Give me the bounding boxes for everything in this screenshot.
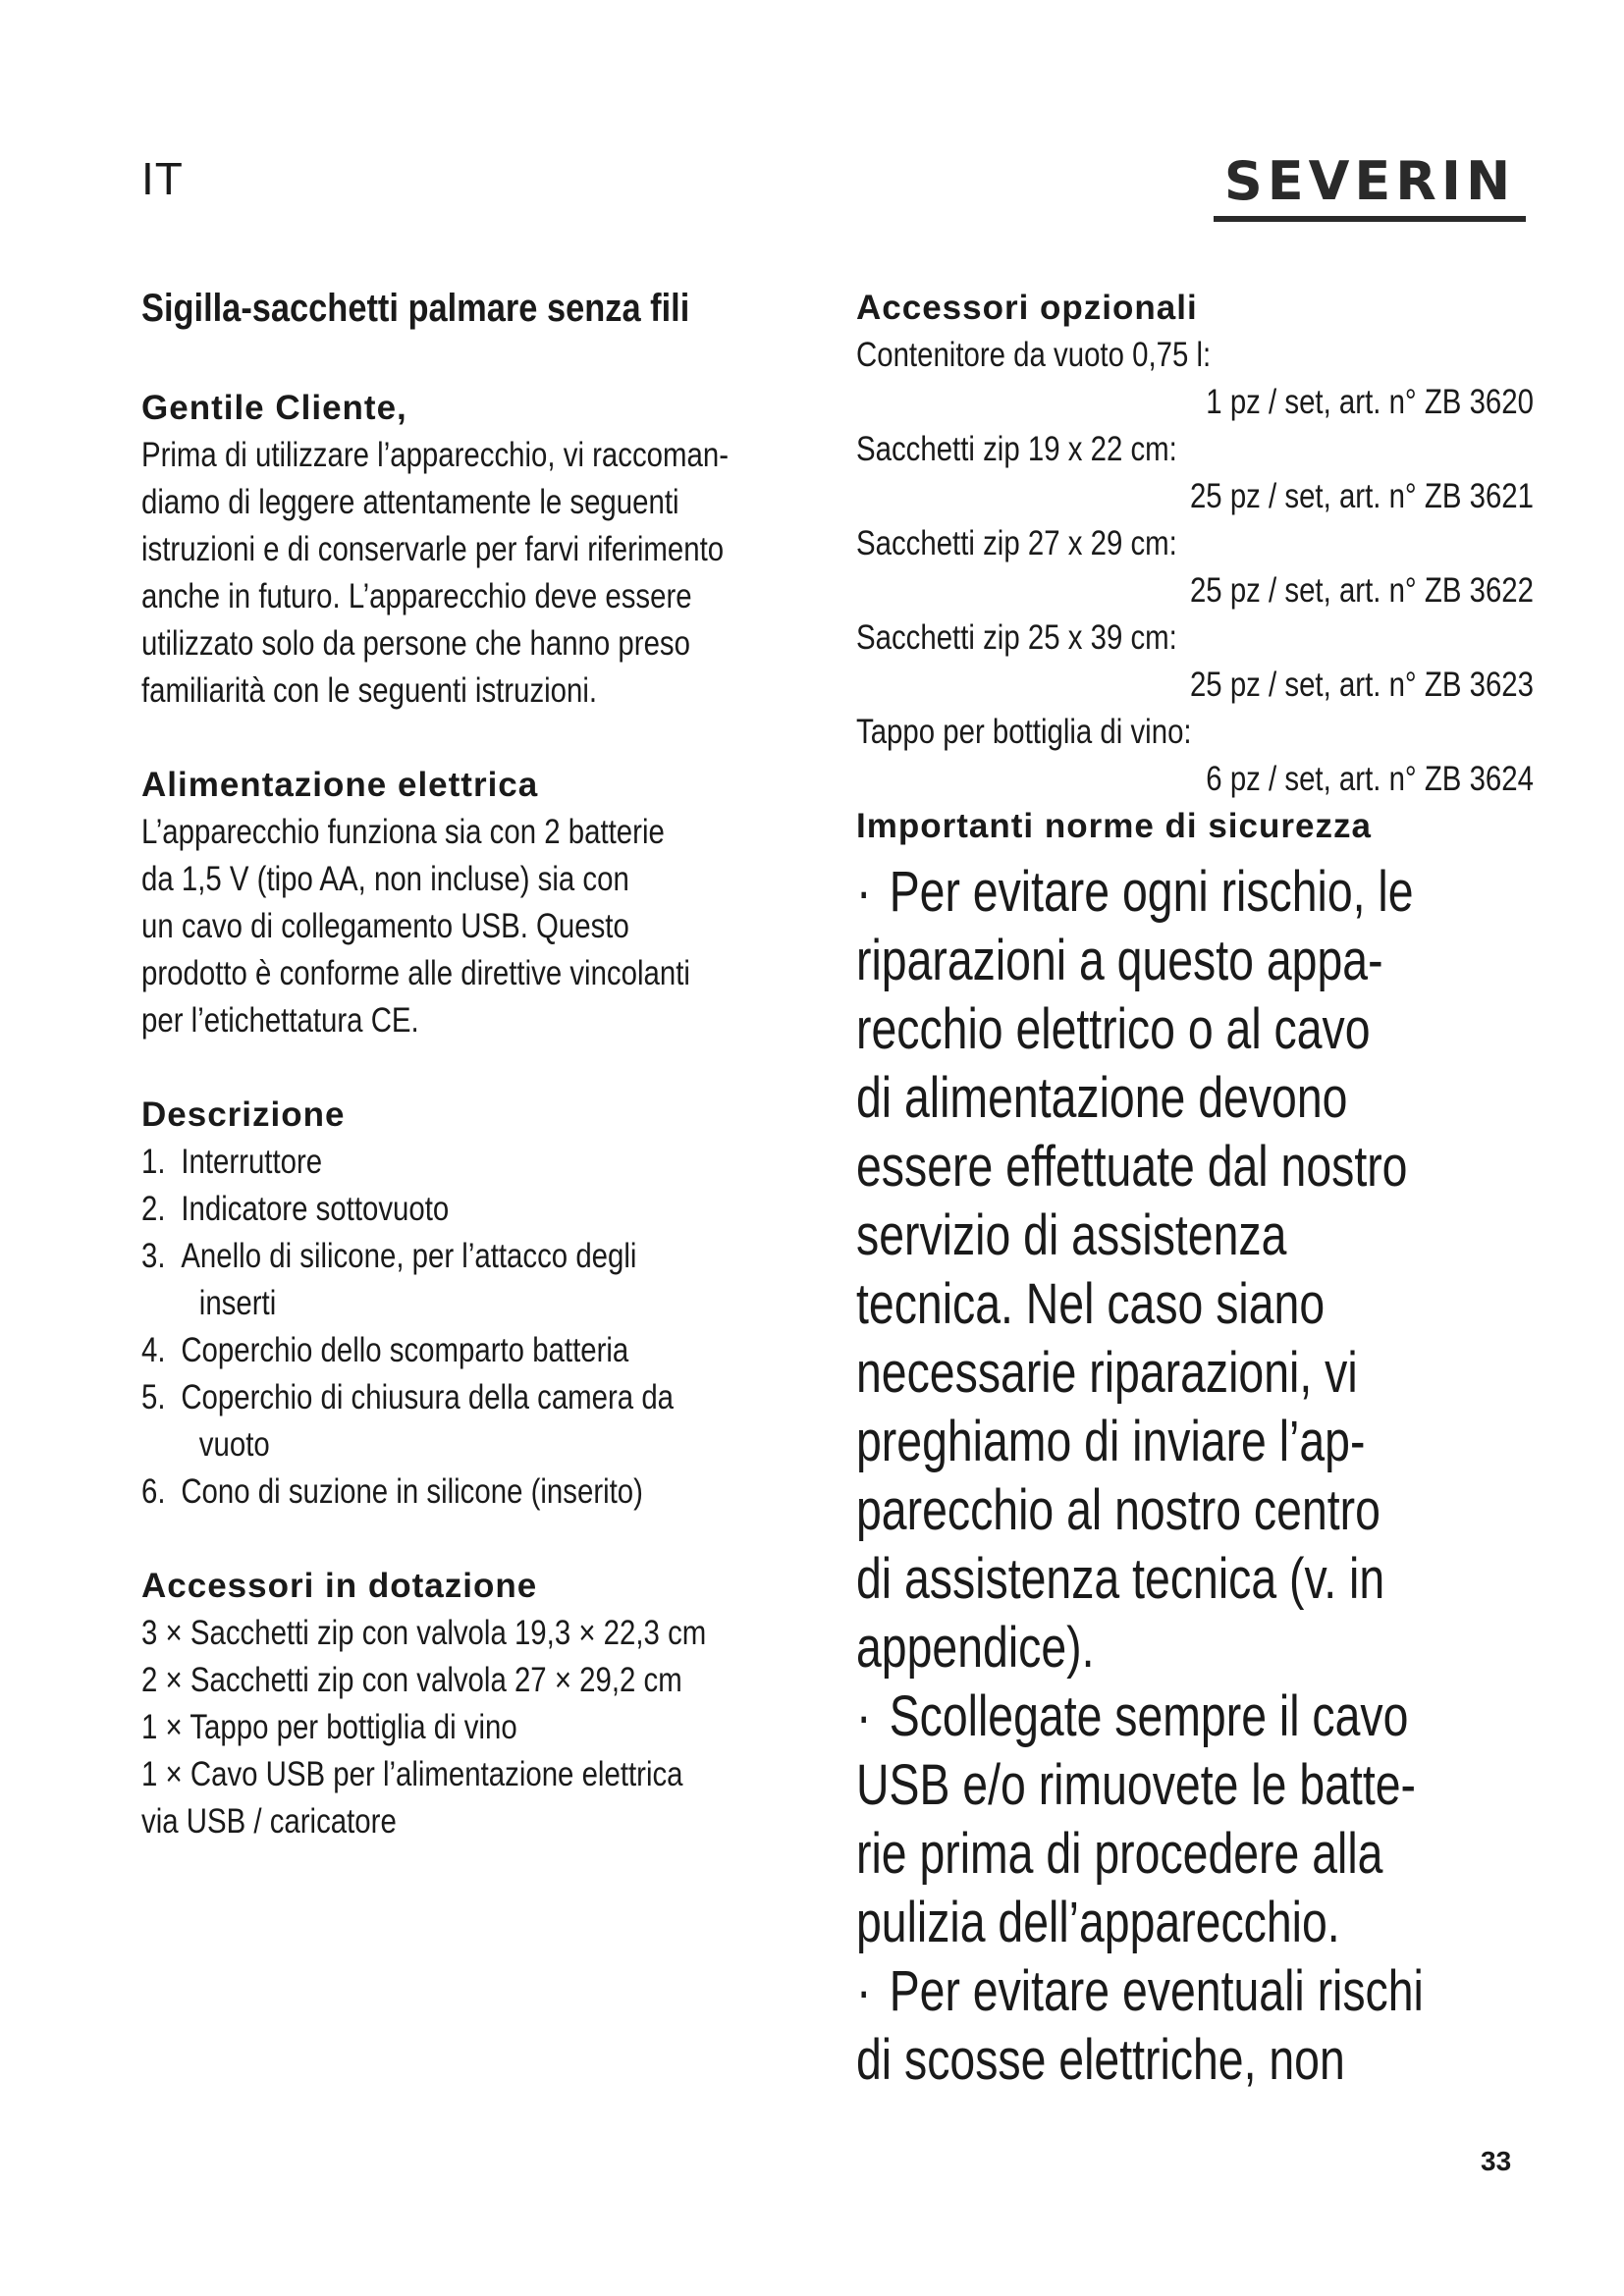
safety-text: preghiamo di inviare l’ap-: [856, 1410, 1366, 1473]
list-text: Coperchio di chiusura della camera da: [181, 1378, 675, 1416]
safety-line: [856, 1133, 1408, 1201]
list-text: Cono di suzione in silicone (inserito): [181, 1472, 643, 1511]
safety-line: [856, 1408, 1398, 1476]
safety-bullets: [856, 858, 1534, 2095]
greeting-heading: Gentile Cliente,: [141, 389, 407, 427]
text-line: L’apparecchio funziona sia con 2 batterie: [141, 813, 665, 851]
accessory-detail: 1 pz / set, art. n° ZB 3620: [1206, 383, 1534, 421]
safety-text: USB e/o rimuovete le batte-: [856, 1753, 1416, 1817]
greeting-text: [141, 432, 809, 715]
accessory-detail: 25 pz / set, art. n° ZB 3621: [1189, 477, 1534, 515]
accessory-name: Sacchetti zip 25 x 39 cm:: [856, 618, 1177, 657]
safety-text: di assistenza tecnica (v. in: [856, 1547, 1385, 1611]
list-number: 3.: [141, 1237, 166, 1275]
safety-text: pulizia dell’apparecchio.: [856, 1891, 1340, 1954]
bullet-marker: ·: [856, 1959, 872, 2023]
list-item: [141, 1327, 702, 1374]
description-section: [141, 1092, 809, 1516]
text-line: da 1,5 V (tipo AA, non incluse) sia con: [141, 860, 629, 898]
text-line: 1 × Cavo USB per l’alimentazione elettrica: [141, 1755, 683, 1793]
safety-line: [856, 1957, 1424, 2026]
list-number: 6.: [141, 1472, 166, 1511]
safety-text: tecnica. Nel caso siano: [856, 1272, 1326, 1336]
safety-line: [856, 1614, 1398, 1682]
accessory-detail: 6 pz / set, art. n° ZB 3624: [1206, 760, 1534, 798]
safety-line: [856, 1545, 1398, 1614]
included-heading: Accessori in dotazione: [141, 1567, 538, 1605]
text-line: utilizzato solo da persone che hanno preso: [141, 624, 690, 663]
included-text: [141, 1610, 809, 1845]
text-line: prodotto è conforme alle direttive vincolanti: [141, 954, 690, 992]
safety-text: di alimentazione devono: [856, 1066, 1348, 1130]
bullet-marker: ·: [856, 1684, 872, 1748]
safety-line: [856, 1201, 1398, 1270]
safety-line: [856, 1889, 1398, 1957]
description-heading: Descrizione: [141, 1095, 346, 1134]
safety-text: servizio di assistenza: [856, 1203, 1287, 1267]
list-item-continuation: inserti: [198, 1284, 277, 1322]
safety-line: [856, 1682, 1409, 1751]
text-line: un cavo di collegamento USB. Questo: [141, 907, 629, 945]
safety-text: riparazioni a questo appa-: [856, 929, 1383, 992]
list-item-continuation: vuoto: [198, 1425, 270, 1464]
safety-line: [856, 1476, 1398, 1545]
bullet-marker: ·: [856, 860, 872, 924]
list-text: Indicatore sottovuoto: [181, 1190, 450, 1228]
list-text: Interruttore: [181, 1143, 323, 1181]
text-line: per l’etichettatura CE.: [141, 1001, 419, 1040]
power-section: [141, 762, 809, 1044]
text-line: diamo di leggere attentamente le seguenti: [141, 483, 679, 521]
text-line: Prima di utilizzare l’apparecchio, vi raccoman-: [141, 436, 730, 474]
language-code: IT: [141, 153, 184, 204]
text-line: familiarità con le seguenti istruzioni.: [141, 671, 598, 710]
safety-text: Scollegate sempre il cavo: [889, 1684, 1409, 1748]
page-title: Sigilla-sacchetti palmare senza fili: [141, 287, 690, 330]
list-item: [141, 1374, 702, 1421]
safety-text: essere effettuate dal nostro: [856, 1135, 1408, 1199]
safety-heading: Importanti norme di sicurezza: [856, 807, 1372, 845]
safety-line: [856, 1820, 1398, 1889]
text-line: 2 × Sacchetti zip con valvola 27 × 29,2 cm: [141, 1661, 682, 1699]
safety-text: appendice).: [856, 1616, 1095, 1680]
greeting-section: [141, 385, 809, 715]
list-text: Anello di silicone, per l’attacco degli: [181, 1237, 637, 1275]
optional-list: [856, 332, 1534, 803]
safety-line: [856, 995, 1398, 1064]
accessory-name: Tappo per bottiglia di vino:: [856, 713, 1192, 751]
accessory-name: Contenitore da vuoto 0,75 l:: [856, 336, 1212, 374]
text-line: 1 × Tappo per bottiglia di vino: [141, 1708, 517, 1746]
text-line: istruzioni e di conservarle per farvi riferimento: [141, 530, 725, 568]
safety-line: [856, 1064, 1398, 1133]
accessory-name: Sacchetti zip 27 x 29 cm:: [856, 524, 1177, 562]
accessory-name: Sacchetti zip 19 x 22 cm:: [856, 430, 1177, 468]
safety-text: recchio elettrico o al cavo: [856, 997, 1371, 1061]
optional-heading: Accessori opzionali: [856, 289, 1198, 327]
text-line: anche in futuro. L’apparecchio deve essere: [141, 577, 692, 615]
included-accessories-section: [141, 1563, 809, 1845]
optional-accessories-section: [856, 285, 1534, 803]
safety-text: parecchio al nostro centro: [856, 1478, 1380, 1542]
safety-line: [856, 1339, 1398, 1408]
description-list: [141, 1139, 809, 1516]
power-text: [141, 809, 809, 1044]
safety-text: di scosse elettriche, non: [856, 2028, 1345, 2092]
list-number: 4.: [141, 1331, 166, 1369]
safety-line: [856, 1270, 1398, 1339]
list-number: 2.: [141, 1190, 166, 1228]
accessory-detail: 25 pz / set, art. n° ZB 3623: [1189, 666, 1534, 704]
left-column: [141, 285, 809, 1893]
safety-text: Per evitare ogni rischio, le: [889, 860, 1414, 924]
accessory-detail: 25 pz / set, art. n° ZB 3622: [1189, 571, 1534, 610]
safety-line: [856, 1751, 1416, 1820]
list-item: [141, 1139, 702, 1186]
safety-text: Per evitare eventuali rischi: [889, 1959, 1424, 2023]
list-text: Coperchio dello scomparto batteria: [181, 1331, 629, 1369]
safety-text: necessarie riparazioni, vi: [856, 1341, 1358, 1405]
safety-line: [856, 858, 1414, 927]
brand-logo: SEVERIN: [1214, 155, 1526, 222]
list-item: [141, 1468, 702, 1516]
safety-line: [856, 2026, 1398, 2095]
safety-text: rie prima di procedere alla: [856, 1822, 1383, 1886]
page-number: 33: [1481, 2146, 1512, 2176]
safety-line: [856, 927, 1398, 995]
list-item: [141, 1186, 702, 1233]
list-item: [141, 1233, 702, 1280]
list-number: 1.: [141, 1143, 166, 1181]
power-heading: Alimentazione elettrica: [141, 766, 539, 804]
list-number: 5.: [141, 1378, 166, 1416]
right-column: [856, 285, 1534, 2095]
text-line: 3 × Sacchetti zip con valvola 19,3 × 22,3 cm: [141, 1614, 707, 1652]
text-line: via USB / caricatore: [141, 1802, 397, 1841]
safety-section: [856, 803, 1534, 2095]
